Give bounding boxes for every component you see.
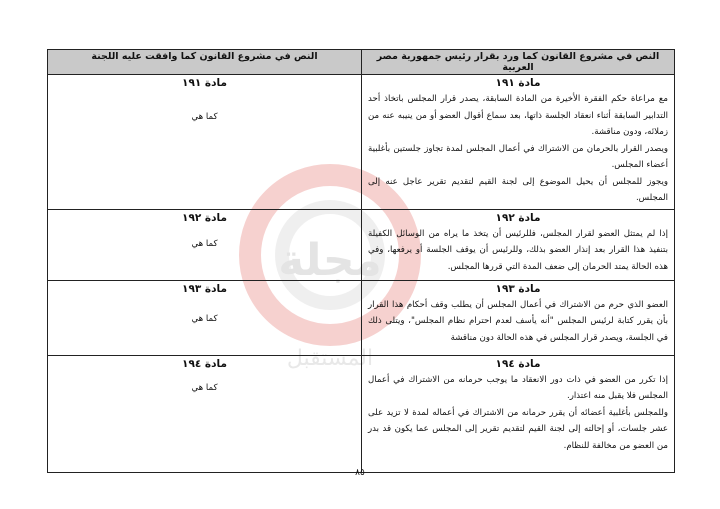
article-paragraph: وللمجلس بأغلبية أعضائه أن يقرر حرمانه من الاشتراك في أعماله لمدة لا تزيد على عشر جلسات، أو إحالته إلى لجنة القيم لتقديم تقرير إلى المجلس عما يكون قد بدر من العضو من مخالفة للنظام. [368,407,668,451]
article-title: مادة ١٩٣ [182,282,227,295]
watermark-brand: مجلة [278,235,382,286]
header-original-text: النص في مشروع القانون كما ورد بقرار رئيس جمهورية مصر العربية [362,50,675,75]
article-title: مادة ١٩٢ [495,211,541,224]
article-paragraph: إذا لم يمتثل العضو لقرار المجلس، فللرئيس أن يتخذ ما يراه من الوسائل الكفيلة بتنفيذ هذا القرار بعد إنذار العضو بذلك، وللرئيس أن يوقف الجلسة أو يرفعها، وفي هذه الحالة يمتد الحرمان إلى ضعف المدة التي قررها المجلس. [368,228,668,272]
table-header-row [48,50,675,75]
committee-article-cell [48,209,362,280]
article-title: مادة ١٩٢ [182,211,227,224]
table-row [48,280,675,355]
article-title: مادة ١٩٤ [182,357,227,370]
original-article-cell [362,75,675,210]
article-title: مادة ١٩١ [182,77,227,89]
original-article-cell [362,209,675,280]
article-title: مادة ١٩٤ [495,357,541,370]
committee-article-cell [48,75,362,210]
article-paragraph: ويجوز للمجلس أن يحيل الموضوع إلى لجنة القيم لتقديم تقرير عاجل عنه إلى المجلس. [368,176,668,203]
article-title: مادة ١٩١ [495,77,541,89]
original-article-cell [362,355,675,472]
table-row [48,209,675,280]
original-article-cell [362,280,675,355]
header-committee-text: النص في مشروع القانون كما وافقت عليه اللجنة [48,50,362,75]
page-number: ٨٥ [355,468,365,478]
watermark-tagline: المستقبل [286,346,374,371]
article-paragraph: إذا تكرر من العضو في ذات دور الانعقاد ما يوجب حرمانه من الاشتراك في أعمال المجلس فلا يقبل منه اعتذار. [368,374,668,401]
as-is-text: كما هي [191,112,218,122]
table-row [48,355,675,472]
table-row [48,75,675,210]
article-paragraph: العضو الذي حرم من الاشتراك في أعمال المجلس أن يطلب وقف أحكام هذا القرار بأن يقرر كتابة لرئيس المجلس "أنه يأسف لعدم احترام نظام المجلس"، ويتلى ذلك في الجلسة، ويصدر قرار المجلس في هذه الحالة دون مناقشة [368,299,668,343]
committee-article-cell [48,355,362,472]
law-comparison-table [47,49,675,473]
committee-article-cell [48,280,362,355]
article-paragraph: مع مراعاة حكم الفقرة الأخيرة من المادة السابقة، يصدر قرار المجلس باتخاذ أحد التدابير السابقة أثناء انعقاد الجلسة ذاتها، بعد سماع أقوال العضو أو من ينيبه عنه من زملائه، ودون مناقشة. [368,94,668,137]
as-is-text: كما هي [191,382,218,393]
as-is-text: كما هي [191,238,218,249]
as-is-text: كما هي [191,313,218,324]
article-title: مادة ١٩٣ [495,282,541,295]
article-paragraph: ويصدر القرار بالحرمان من الاشتراك في أعمال المجلس لمدة تجاوز جلستين بأغلبية أعضاء المجلس. [368,143,668,170]
